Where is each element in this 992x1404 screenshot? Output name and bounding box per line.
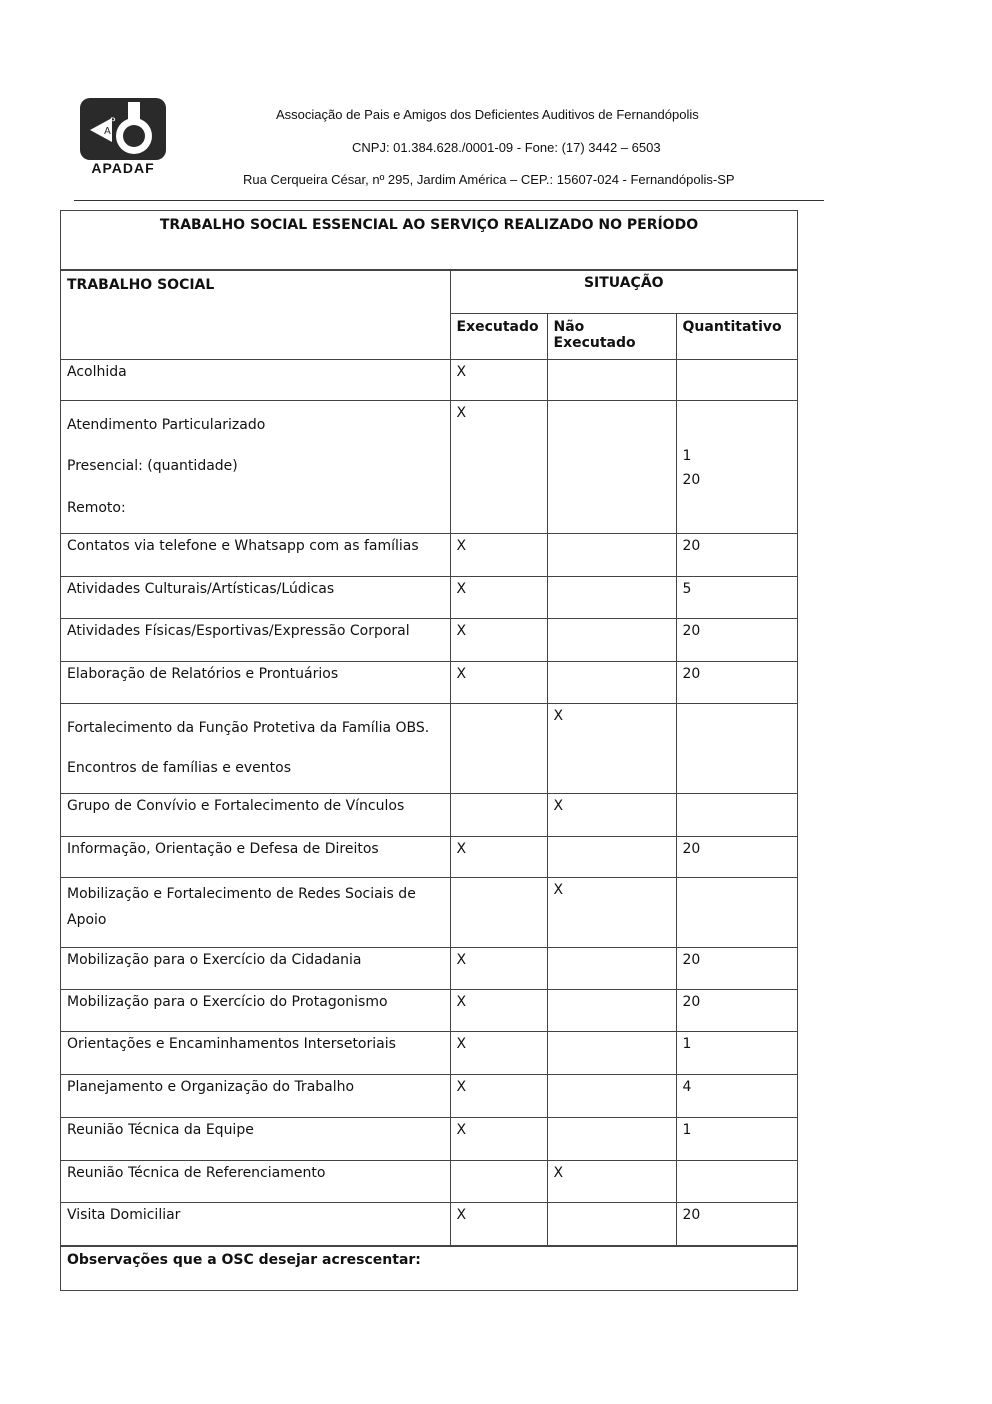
table-row bbox=[61, 1203, 797, 1246]
row-label: Planejamento e Organização do Trabalho bbox=[61, 1075, 450, 1118]
row-qty: 20 bbox=[676, 618, 797, 661]
row-exec: X bbox=[450, 1032, 547, 1075]
row-qty: 4 bbox=[676, 1075, 797, 1118]
header-row bbox=[61, 271, 797, 314]
row-exec: X bbox=[450, 533, 547, 576]
row-nao bbox=[547, 401, 676, 534]
row-qty: 20 bbox=[676, 533, 797, 576]
row-label-line: Fortalecimento da Função Protetiva da Família OBS. bbox=[67, 719, 430, 736]
row-qty: 20 bbox=[676, 661, 797, 703]
address: Rua Cerqueira César, nº 295, Jardim América – CEP.: 15607-024 - Fernandópolis-SP bbox=[243, 172, 735, 187]
table-row bbox=[61, 576, 797, 618]
table-row bbox=[61, 948, 797, 990]
row-nao bbox=[547, 618, 676, 661]
row-qty-line: 1 bbox=[682, 448, 692, 464]
row-qty: 20 bbox=[676, 948, 797, 990]
row-exec: X bbox=[450, 948, 547, 990]
row-nao: X bbox=[547, 878, 676, 948]
row-label: Contatos via telefone e Whatsapp com as famílias bbox=[61, 533, 450, 576]
row-qty: 20 bbox=[676, 1203, 797, 1246]
row-nao bbox=[547, 1118, 676, 1161]
row-exec: X bbox=[450, 837, 547, 878]
row-nao bbox=[547, 1075, 676, 1118]
col-situacao: SITUAÇÃO bbox=[450, 271, 797, 314]
row-nao bbox=[547, 990, 676, 1032]
table-row bbox=[61, 794, 797, 837]
row-nao bbox=[547, 837, 676, 878]
observations-label: Observações que a OSC desejar acrescentar: bbox=[61, 1246, 797, 1290]
row-exec bbox=[450, 703, 547, 793]
row-qty: 1 bbox=[676, 1118, 797, 1161]
row-qty-line: 20 bbox=[682, 471, 701, 488]
row-qty: 5 bbox=[676, 576, 797, 618]
report-title: TRABALHO SOCIAL ESSENCIAL AO SERVIÇO REALIZADO NO PERÍODO bbox=[159, 217, 699, 233]
row-exec: X bbox=[450, 401, 547, 534]
row-qty: 20 bbox=[676, 990, 797, 1032]
row-exec bbox=[450, 1161, 547, 1203]
row-nao bbox=[547, 576, 676, 618]
row-exec: X bbox=[450, 576, 547, 618]
row-label: Atividades Físicas/Esportivas/Expressão Corporal bbox=[61, 618, 450, 661]
cnpj-phone: CNPJ: 01.384.628./0001-09 - Fone: (17) 3442 – 6503 bbox=[352, 140, 661, 155]
table-row bbox=[61, 533, 797, 576]
report-table bbox=[60, 210, 798, 1291]
row-nao bbox=[547, 948, 676, 990]
col-social: TRABALHO SOCIAL bbox=[61, 271, 450, 360]
row-exec: X bbox=[450, 360, 547, 401]
header-divider bbox=[74, 200, 824, 201]
row-label: Reunião Técnica de Referenciamento bbox=[61, 1161, 450, 1203]
row-qty: 1 bbox=[676, 1032, 797, 1075]
row-label: Acolhida bbox=[61, 360, 450, 401]
row-nao bbox=[547, 1203, 676, 1246]
table-row bbox=[61, 878, 797, 948]
row-exec bbox=[450, 794, 547, 837]
report-title-box bbox=[61, 211, 797, 270]
row-nao bbox=[547, 360, 676, 401]
row-qty bbox=[676, 360, 797, 401]
row-nao: X bbox=[547, 703, 676, 793]
row-nao: X bbox=[547, 1161, 676, 1203]
row-qty: 20 bbox=[676, 837, 797, 878]
row-nao bbox=[547, 533, 676, 576]
logo-wordmark: APADAF bbox=[91, 160, 155, 176]
row-label-line: Encontros de famílias e eventos bbox=[67, 760, 291, 777]
row-qty bbox=[676, 878, 797, 948]
row-exec: X bbox=[450, 1075, 547, 1118]
row-label-line: Atendimento Particularizado bbox=[67, 417, 266, 433]
svg-text:P: P bbox=[110, 117, 116, 127]
row-nao bbox=[547, 1032, 676, 1075]
table-row bbox=[61, 703, 797, 793]
row-qty bbox=[676, 1161, 797, 1203]
row-label-line: Remoto: bbox=[67, 499, 126, 516]
table-row bbox=[61, 1161, 797, 1203]
row-exec: X bbox=[450, 1203, 547, 1246]
row-qty bbox=[676, 703, 797, 793]
row-exec: X bbox=[450, 618, 547, 661]
col-executado: Executado bbox=[450, 313, 547, 359]
table-row bbox=[61, 360, 797, 401]
table-row bbox=[61, 618, 797, 661]
activities-table bbox=[61, 270, 797, 1246]
row-qty bbox=[676, 794, 797, 837]
row-nao: X bbox=[547, 794, 676, 837]
letterhead bbox=[0, 0, 992, 210]
col-nao-executado: Não Executado bbox=[547, 313, 676, 359]
row-exec bbox=[450, 878, 547, 948]
row-label: Mobilização para o Exercício da Cidadania bbox=[61, 948, 450, 990]
org-name: Associação de Pais e Amigos dos Deficientes Auditivos de Fernandópolis bbox=[276, 107, 699, 122]
row-label: Informação, Orientação e Defesa de Direitos bbox=[61, 837, 450, 878]
row-exec: X bbox=[450, 1118, 547, 1161]
row-qty bbox=[676, 401, 797, 534]
row-nao bbox=[547, 661, 676, 703]
col-quantitativo: Quantitativo bbox=[676, 313, 797, 359]
row-exec: X bbox=[450, 661, 547, 703]
row-label: Atividades Culturais/Artísticas/Lúdicas bbox=[61, 576, 450, 618]
row-label: Elaboração de Relatórios e Prontuários bbox=[61, 661, 450, 703]
row-label bbox=[61, 401, 450, 534]
row-label bbox=[61, 703, 450, 793]
svg-text:A: A bbox=[104, 126, 111, 137]
row-label: Visita Domiciliar bbox=[61, 1203, 450, 1246]
row-label: Mobilização para o Exercício do Protagonismo bbox=[61, 990, 450, 1032]
table-row bbox=[61, 1032, 797, 1075]
table-row bbox=[61, 1118, 797, 1161]
row-label: Reunião Técnica da Equipe bbox=[61, 1118, 450, 1161]
table-row bbox=[61, 661, 797, 703]
table-row bbox=[61, 401, 797, 534]
row-label: Mobilização e Fortalecimento de Redes Sociais de Apoio bbox=[61, 878, 450, 948]
table-row bbox=[61, 990, 797, 1032]
row-label-line: Presencial: (quantidade) bbox=[67, 458, 238, 475]
table-row bbox=[61, 1075, 797, 1118]
row-label: Grupo de Convívio e Fortalecimento de Vínculos bbox=[61, 794, 450, 837]
row-exec: X bbox=[450, 990, 547, 1032]
row-label: Orientações e Encaminhamentos Intersetoriais bbox=[61, 1032, 450, 1075]
table-row bbox=[61, 837, 797, 878]
